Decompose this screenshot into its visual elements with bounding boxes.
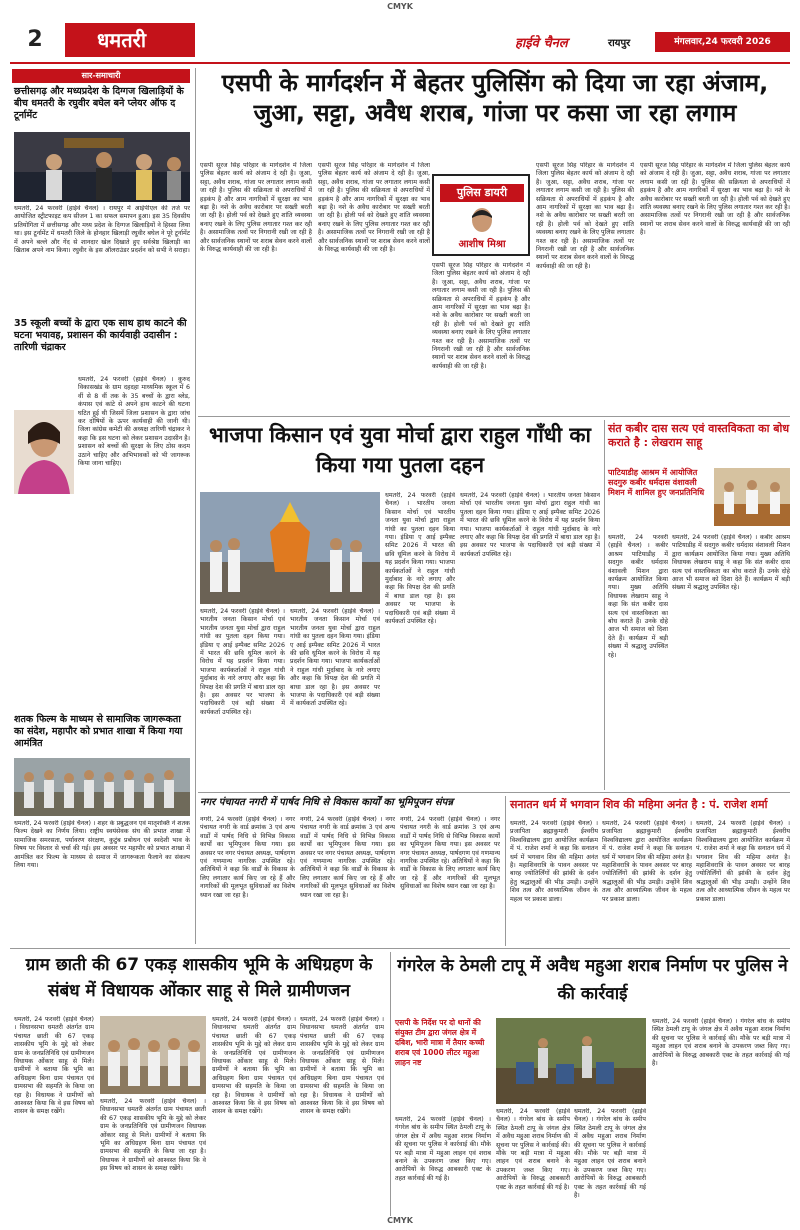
- police-diary-box: [432, 174, 530, 256]
- sidebar-story2-headline: 35 स्कूली बच्चों के द्वारा एक साथ हाथ काटने की घटना भयावह, प्रशासन की कार्यवाही उदासीन : तारिणी चंद्राकर: [14, 318, 187, 353]
- printmark-bottom: [360, 1216, 440, 1228]
- gram-body-col1: धमतरी, 24 फरवरी (हाईवे चैनल) । विधानसभा धमतरी अंतर्गत ग्राम पंचायत छाती की 67 एकड़ शासकीय भूमि के मुद्दे को लेकर ग्राम के जनप्रतिनिधि एवं ग्रामीणजन विधायक ओंकार साहू से मिले। ग्रामीणों ने बताया कि भूमि का अधिग्रहण बिना ग्राम पंचायत एवं ग्रामसभा की सहमति के किया जा रहा है। विधायक ने ग्रामीणों को आश्वस्त किया कि वे इस विषय को शासन के समक्ष रखेंगे।: [14, 1016, 94, 1116]
- sidebar-divider: [195, 68, 196, 944]
- bjym-body-col4: धमतरी, 24 फरवरी (हाईवे चैनल) । भारतीय जनता किसान मोर्चा एवं भारतीय जनता युवा मोर्चा द्वारा राहुल गांधी का पुतला दहन किया गया। इंडिया ए आई इम्पैक्ट समिट 2026 में भारत की छवि धूमिल करने के विरोध में यह प्रदर्शन किया गया। भाजपा कार्यकर्ताओं ने राहुल गांधी मुर्दाबाद के नारे लगाए और कहा कि विपक्ष देश की प्रगति में बाधा डाल रहा है। इस अवसर पर भाजपा के पदाधिकारी एवं बड़ी संख्या में कार्यकर्ता उपस्थित रहे।: [460, 492, 600, 558]
- lead-body-col2: एसपी सूरज सिंह परिहार के मार्गदर्शन में जिला पुलिस बेहतर कार्य को अंजाम दे रही है। जुआ, सट्टा, अवैध शराब, गांजा पर लगातार लगाम कसी जा रही है। पुलिस की सक्रियता से अपराधियों में हड़कंप है और आम नागरिकों में सुरक्षा का भाव बढ़ा है। नशे के अवैध कारोबार पर सख्ती बरती जा रही है। होली पर्व को देखते हुए शांति व्यवस्था बनाए रखने के लिए पुलिस लगातार गश्त कर रही है। असामाजिक तत्वों पर निगरानी रखी जा रही है और सार्वजनिक स्थानों पर शराब सेवन करने वालों के विरुद्ध कार्यवाही की जा रही है।: [318, 162, 430, 254]
- lead-headline: एसपी के मार्गदर्शन में बेहतर पुलिसिंग को दिया जा रहा अंजाम, जुआ, सट्टा, अवैध शराब, गांजा पर कसा जा रहा लगाम: [221, 69, 769, 127]
- header-rule: [10, 62, 790, 64]
- kabir-photo: [714, 468, 790, 526]
- page-number: 2: [27, 27, 43, 52]
- police-diary-label: पुलिस डायरी: [440, 184, 524, 202]
- bjym-headline: भाजपा किसान एवं युवा मोर्चा द्वारा राहुल गाँधी का किया गया पुतला दहन: [209, 423, 591, 477]
- sidebar-story3-photo: [14, 758, 190, 816]
- page-number-box: [10, 20, 60, 60]
- kabir-body-col2: धमतरी, 24 फरवरी (हाईवे चैनल) । कबीर आश्रम पाटियाडीह में सदगुरु कबीर धर्मदास वंशावली मिशन द्वारा कार्यक्रम आयोजित किया गया। मुख्य अतिथि विधायक लेखराम साहू ने कहा कि संत कबीर दास सत्य एवं वास्तविकता का बोध कराते हैं। उनके दोहे आज भी समाज को दिशा देते हैं। कार्यक्रम में बड़ी संख्या में श्रद्धालु उपस्थित रहे।: [672, 534, 790, 592]
- mahua-photo: [496, 1018, 646, 1104]
- sidebar-story3-headline: शतक फिल्म के माध्यम से सामाजिक जागरूकता का संदेश, महापौर को प्रभात शाखा में किया गया आमंत्रित: [14, 714, 183, 749]
- bjym-body-col1: धमतरी, 24 फरवरी (हाईवे चैनल) । भारतीय जनता किसान मोर्चा एवं भारतीय जनता युवा मोर्चा द्वारा राहुल गांधी का पुतला दहन किया गया। इंडिया ए आई इम्पैक्ट समिट 2026 में भारत की छवि धूमिल करने के विरोध में यह प्रदर्शन किया गया। भाजपा कार्यकर्ताओं ने राहुल गांधी मुर्दाबाद के नारे लगाए और कहा कि विपक्ष देश की प्रगति में बाधा डाल रहा है। इस अवसर पर भाजपा के पदाधिकारी एवं बड़ी संख्या में कार्यकर्ता उपस्थित रहे।: [200, 608, 285, 716]
- lead-body-col4: एसपी सूरज सिंह परिहार के मार्गदर्शन में जिला पुलिस बेहतर कार्य को अंजाम दे रही है। जुआ, सट्टा, अवैध शराब, गांजा पर लगातार लगाम कसी जा रही है। पुलिस की सक्रियता से अपराधियों में हड़कंप है और आम नागरिकों में सुरक्षा का भाव बढ़ा है। नशे के अवैध कारोबार पर सख्ती बरती जा रही है। होली पर्व को देखते हुए शांति व्यवस्था बनाए रखने के लिए पुलिस लगातार गश्त कर रही है। असामाजिक तत्वों पर निगरानी रखी जा रही है और सार्वजनिक स्थानों पर शराब सेवन करने वालों के विरुद्ध कार्यवाही की जा रही है।: [536, 162, 634, 270]
- kabir-subhead: पाटियाडीह आश्रम में आयोजित सदगुरु कबीर धर्मदास वंशावली मिशन में शामिल हुए जनप्रतिनिधि: [608, 468, 705, 497]
- gram-headline: ग्राम छाती की 67 एकड़ शासकीय भूमि के अधिग्रहण के संबंध में विधायक ओंकार साहू से मिले ग्रामीणजन: [25, 955, 373, 1001]
- mahua-body-col2: धमतरी, 24 फरवरी (हाईवे चैनल) । गंगरेल बांध के समीप स्थित ठेमली टापू के जंगल क्षेत्र में अवैध महुआ शराब निर्माण की सूचना पर पुलिस ने कार्रवाई की। मौके पर बड़ी मात्रा में महुआ लाहन एवं शराब बनाने के उपकरण जब्त किए गए। आरोपियों के विरुद्ध आबकारी एक्ट के तहत कार्रवाई की गई है।: [496, 1108, 570, 1191]
- columnist-avatar: [464, 206, 500, 236]
- sidebar-label-box: [12, 69, 190, 83]
- nagar-body-col3: नगरी, 24 फरवरी (हाईवे चैनल) । नगर पंचायत नगरी के वार्ड क्रमांक 3 एवं अन्य वार्डों में पार्षद निधि से विभिन्न विकास कार्यों का भूमिपूजन किया गया। इस अवसर पर नगर पंचायत अध्यक्ष, पार्षदगण एवं गणमान्य नागरिक उपस्थित रहे। अतिथियों ने कहा कि वार्डों के विकास के लिए लगातार कार्य किए जा रहे हैं और नागरिकों की मूलभूत सुविधाओं का विशेष ध्यान रखा जा रहा है।: [400, 816, 500, 891]
- sanatan-body-col2: धमतरी, 24 फरवरी (हाईवे चैनल) । प्रजापिता ब्रह्माकुमारी ईश्वरीय विश्वविद्यालय द्वारा आयोजित कार्यक्रम में पं. राजेश शर्मा ने कहा कि सनातन धर्म में भगवान शिव की महिमा अनंत है। महाशिवरात्रि के पावन अवसर पर बारह ज्योतिर्लिंगों की झांकी के दर्शन हेतु श्रद्धालुओं की भीड़ उमड़ी। उन्होंने शिव तत्व और आध्यात्मिक जीवन के महत्व पर प्रकाश डाला।: [602, 820, 692, 903]
- sidebar-label: सार-समाचारी: [81, 71, 121, 80]
- kabir-body-col1: धमतरी, 24 फरवरी (हाईवे चैनल) । कबीर आश्रम पाटियाडीह में सदगुरु कबीर धर्मदास वंशावली मिशन द्वारा कार्यक्रम आयोजित किया गया। मुख्य अतिथि विधायक लेखराम साहू ने कहा कि संत कबीर दास सत्य एवं वास्तविकता का बोध कराते हैं। उनके दोहे आज भी समाज को दिशा देते हैं। कार्यक्रम में बड़ी संख्या में श्रद्धालु उपस्थित रहे।: [608, 534, 668, 659]
- mid-rule: [198, 792, 790, 793]
- nagar-headline: नगर पंचायत नगरी में पार्षद निधि से विकास कार्यों का भूमिपूजन संपन्न: [200, 797, 454, 808]
- sanatan-body-col3: धमतरी, 24 फरवरी (हाईवे चैनल) । प्रजापिता ब्रह्माकुमारी ईश्वरीय विश्वविद्यालय द्वारा आयोजित कार्यक्रम में पं. राजेश शर्मा ने कहा कि सनातन धर्म में भगवान शिव की महिमा अनंत है। महाशिवरात्रि के पावन अवसर पर बारह ज्योतिर्लिंगों की झांकी के दर्शन हेतु श्रद्धालुओं की भीड़ उमड़ी। उन्होंने शिव तत्व और आध्यात्मिक जीवन के महत्व पर प्रकाश डाला।: [696, 820, 790, 903]
- brand-city: रायपुर: [608, 38, 631, 49]
- printmark-text: CMYK: [387, 2, 413, 11]
- gram-body-col4: धमतरी, 24 फरवरी (हाईवे चैनल) । विधानसभा धमतरी अंतर्गत ग्राम पंचायत छाती की 67 एकड़ शासकीय भूमि के मुद्दे को लेकर ग्राम के जनप्रतिनिधि एवं ग्रामीणजन विधायक ओंकार साहू से मिले। ग्रामीणों ने बताया कि भूमि का अधिग्रहण बिना ग्राम पंचायत एवं ग्रामसभा की सहमति के किया जा रहा है। विधायक ने ग्रामीणों को आश्वस्त किया कि वे इस विषय को शासन के समक्ष रखेंगे।: [300, 1016, 384, 1116]
- printmark-bottom-text: CMYK: [387, 1216, 413, 1225]
- kabir-divider: [604, 420, 605, 790]
- lead-body-col1: एसपी सूरज सिंह परिहार के मार्गदर्शन में जिला पुलिस बेहतर कार्य को अंजाम दे रही है। जुआ, सट्टा, अवैध शराब, गांजा पर लगातार लगाम कसी जा रही है। पुलिस की सक्रियता से अपराधियों में हड़कंप है और आम नागरिकों में सुरक्षा का भाव बढ़ा है। नशे के अवैध कारोबार पर सख्ती बरती जा रही है। होली पर्व को देखते हुए शांति व्यवस्था बनाए रखने के लिए पुलिस लगातार गश्त कर रही है। असामाजिक तत्वों पर निगरानी रखी जा रही है और सार्वजनिक स्थानों पर शराब सेवन करने वालों के विरुद्ध कार्यवाही की जा रही है।: [200, 162, 312, 254]
- gram-body-col2: धमतरी, 24 फरवरी (हाईवे चैनल) । विधानसभा धमतरी अंतर्गत ग्राम पंचायत छाती की 67 एकड़ शासकीय भूमि के मुद्दे को लेकर ग्राम के जनप्रतिनिधि एवं ग्रामीणजन विधायक ओंकार साहू से मिले। ग्रामीणों ने बताया कि भूमि का अधिग्रहण बिना ग्राम पंचायत एवं ग्रामसभा की सहमति के किया जा रहा है। विधायक ने ग्रामीणों को आश्वस्त किया कि वे इस विषय को शासन के समक्ष रखेंगे।: [100, 1098, 206, 1173]
- lead-body-col3: एसपी सूरज सिंह परिहार के मार्गदर्शन में जिला पुलिस बेहतर कार्य को अंजाम दे रही है। जुआ, सट्टा, अवैध शराब, गांजा पर लगातार लगाम कसी जा रही है। पुलिस की सक्रियता से अपराधियों में हड़कंप है और आम नागरिकों में सुरक्षा का भाव बढ़ा है। नशे के अवैध कारोबार पर सख्ती बरती जा रही है। होली पर्व को देखते हुए शांति व्यवस्था बनाए रखने के लिए पुलिस लगातार गश्त कर रही है। असामाजिक तत्वों पर निगरानी रखी जा रही है और सार्वजनिक स्थानों पर शराब सेवन करने वालों के विरुद्ध कार्यवाही की जा रही है।: [432, 262, 530, 370]
- printmark-top: [360, 2, 440, 14]
- gram-photo: [100, 1016, 206, 1094]
- lead-bottom-rule: [198, 416, 790, 417]
- mahua-pullquote: एसपी के निर्देश पर दो थानों की संयुक्त टीम द्वारा जंगल क्षेत्र में दबिश, भारी मात्रा में तैयार कच्ची शराब एवं 1000 लीटर महुआ लाहन नष्ट: [395, 1018, 485, 1067]
- mahua-headline: गंगरेल के ठेमली टापू में अवैध महुआ शराब निर्माण पर पुलिस ने की कार्रवाई: [397, 956, 788, 1004]
- nagar-body-col2: नगरी, 24 फरवरी (हाईवे चैनल) । नगर पंचायत नगरी के वार्ड क्रमांक 3 एवं अन्य वार्डों में पार्षद निधि से विभिन्न विकास कार्यों का भूमिपूजन किया गया। इस अवसर पर नगर पंचायत अध्यक्ष, पार्षदगण एवं गणमान्य नागरिक उपस्थित रहे। अतिथियों ने कहा कि वार्डों के विकास के लिए लगातार कार्य किए जा रहे हैं और नागरिकों की मूलभूत सुविधाओं का विशेष ध्यान रखा जा रहा है।: [300, 816, 395, 899]
- sidebar-story1-body: धमतरी, 24 फरवरी (हाईवे चैनल) । रायपुर में आईपीएल की तर्ज पर आयोजित स्ट्रीटफाइट कप सीजन 1 का सफल समापन हुआ। इस 35 दिवसीय प्रतियोगिता में छत्तीसगढ़ और मध्य प्रदेश के दिग्गज खिलाड़ियों ने हिस्सा लिया था। इस टूर्नामेंट में धमतरी जिले के होनहार खिलाड़ी रघुवीर बघेल ने पूरे टूर्नामेंट में अपने बल्ले और गेंद से शानदार खेल दिखाते हुए सर्वश्रेष्ठ खिलाड़ी का खिताब अपने नाम किया। रघुवीर के इस ऑलराउंडर प्रदर्शन को सभी ने सराहा।: [14, 205, 190, 255]
- bjym-photo: [200, 492, 380, 604]
- lead-body-col5: एसपी सूरज सिंह परिहार के मार्गदर्शन में जिला पुलिस बेहतर कार्य को अंजाम दे रही है। जुआ, सट्टा, अवैध शराब, गांजा पर लगातार लगाम कसी जा रही है। पुलिस की सक्रियता से अपराधियों में हड़कंप है और आम नागरिकों में सुरक्षा का भाव बढ़ा है। नशे के अवैध कारोबार पर सख्ती बरती जा रही है। होली पर्व को देखते हुए शांति व्यवस्था बनाए रखने के लिए पुलिस लगातार गश्त कर रही है। असामाजिक तत्वों पर निगरानी रखी जा रही है और सार्वजनिक स्थानों पर शराब सेवन करने वालों के विरुद्ध कार्यवाही की जा रही है।: [640, 162, 790, 237]
- nagar-body-col1: नगरी, 24 फरवरी (हाईवे चैनल) । नगर पंचायत नगरी के वार्ड क्रमांक 3 एवं अन्य वार्डों में पार्षद निधि से विभिन्न विकास कार्यों का भूमिपूजन किया गया। इस अवसर पर नगर पंचायत अध्यक्ष, पार्षदगण एवं गणमान्य नागरिक उपस्थित रहे। अतिथियों ने कहा कि वार्डों के विकास के लिए लगातार कार्य किए जा रहे हैं और नागरिकों की मूलभूत सुविधाओं का विशेष ध्यान रखा जा रहा है।: [200, 816, 295, 899]
- sidebar-story2-body-a: धमतरी, 24 फरवरी (हाईवे चैनल) । कुरुद विकासखंड के ग्राम दहदहा माध्यमिक स्कूल में 6 वीं से 8 वीं तक के 35 बच्चों के द्वारा ब्लेड, कंपास एवं कांटे से अपने हाथ काटने की घटना घटित हुई थी जिसमें जिला प्रशासन के द्वारा जांच कर दोषियों के ऊपर कार्यवाही की जानी थी। जिला कांग्रेस कमेटी की अध्यक्ष तारिणी चंद्राकर ने कहा कि इस घटना को लेकर प्रशासन उदासीन है। प्रशासन को बच्चों की सुरक्षा के लिए ठोस कदम उठाने चाहिए और अभिभावकों को भी जागरूक किया जाना चाहिए।: [78, 376, 190, 468]
- sidebar-story3-body: धमतरी, 24 फरवरी (हाईवे चैनल) । शहर के प्रबुद्धजन एवं मातृशक्ति ने शतक फिल्म देखने का निर्णय लिया। राष्ट्रीय स्वयंसेवक संघ की प्रभात शाखा में सामाजिक समरसता, पर्यावरण संरक्षण, कुटुंब प्रबोधन एवं स्वदेशी भाव के विषय पर विस्तार से चर्चा की गई। इस अवसर पर महापौर को प्रभात शाखा में आमंत्रित कर फिल्म के माध्यम से समाज में जागरूकता फैलाने का संकल्प लिया गया।: [14, 820, 190, 870]
- sidebar-story2-portrait: [14, 410, 74, 494]
- sanatan-body-col1: धमतरी, 24 फरवरी (हाईवे चैनल) । प्रजापिता ब्रह्माकुमारी ईश्वरीय विश्वविद्यालय द्वारा आयोजित कार्यक्रम में पं. राजेश शर्मा ने कहा कि सनातन धर्म में भगवान शिव की महिमा अनंत है। महाशिवरात्रि के पावन अवसर पर बारह ज्योतिर्लिंगों की झांकी के दर्शन हेतु श्रद्धालुओं की भीड़ उमड़ी। उन्होंने शिव तत्व और आध्यात्मिक जीवन के महत्व पर प्रकाश डाला।: [510, 820, 598, 903]
- section-title: धमतरी: [97, 28, 147, 52]
- kabir-headline: संत कबीर दास सत्य एवं वास्तविकता का बोध कराते है : लेखराम साहू: [608, 422, 790, 449]
- section-banner: [65, 23, 195, 57]
- gram-body-col3: धमतरी, 24 फरवरी (हाईवे चैनल) । विधानसभा धमतरी अंतर्गत ग्राम पंचायत छाती की 67 एकड़ शासकीय भूमि के मुद्दे को लेकर ग्राम के जनप्रतिनिधि एवं ग्रामीणजन विधायक ओंकार साहू से मिले। ग्रामीणों ने बताया कि भूमि का अधिग्रहण बिना ग्राम पंचायत एवं ग्रामसभा की सहमति के किया जा रहा है। विधायक ने ग्रामीणों को आश्वस्त किया कि वे इस विषय को शासन के समक्ष रखेंगे।: [212, 1016, 296, 1116]
- brand-name: हाईवे चैनल: [515, 36, 568, 51]
- masthead-right: [515, 32, 790, 54]
- page-header: [10, 20, 790, 60]
- mahua-body-col3: धमतरी, 24 फरवरी (हाईवे चैनल) । गंगरेल बांध के समीप स्थित ठेमली टापू के जंगल क्षेत्र में अवैध महुआ शराब निर्माण की सूचना पर पुलिस ने कार्रवाई की। मौके पर बड़ी मात्रा में महुआ लाहन एवं शराब बनाने के उपकरण जब्त किए गए। आरोपियों के विरुद्ध आबकारी एक्ट के तहत कार्रवाई की गई है।: [574, 1108, 646, 1200]
- columnist-name: आशीष मिश्रा: [458, 239, 506, 250]
- bjym-body-col3: धमतरी, 24 फरवरी (हाईवे चैनल) । भारतीय जनता किसान मोर्चा एवं भारतीय जनता युवा मोर्चा द्वारा राहुल गांधी का पुतला दहन किया गया। इंडिया ए आई इम्पैक्ट समिट 2026 में भारत की छवि धूमिल करने के विरोध में यह प्रदर्शन किया गया। भाजपा कार्यकर्ताओं ने राहुल गांधी मुर्दाबाद के नारे लगाए और कहा कि विपक्ष देश की प्रगति में बाधा डाल रहा है। इस अवसर पर भाजपा के पदाधिकारी एवं बड़ी संख्या में कार्यकर्ता उपस्थित रहे।: [385, 492, 455, 626]
- edition-date: मंगलवार,24 फरवरी 2026: [655, 32, 790, 52]
- bjym-body-col2: धमतरी, 24 फरवरी (हाईवे चैनल) । भारतीय जनता किसान मोर्चा एवं भारतीय जनता युवा मोर्चा द्वारा राहुल गांधी का पुतला दहन किया गया। इंडिया ए आई इम्पैक्ट समिट 2026 में भारत की छवि धूमिल करने के विरोध में यह प्रदर्शन किया गया। भाजपा कार्यकर्ताओं ने राहुल गांधी मुर्दाबाद के नारे लगाए और कहा कि विपक्ष देश की प्रगति में बाधा डाल रहा है। इस अवसर पर भाजपा के पदाधिकारी एवं बड़ी संख्या में कार्यकर्ता उपस्थित रहे।: [290, 608, 380, 708]
- sidebar-story1-headline: छत्तीसगढ़ और मध्यप्रदेश के दिग्गज खिलाड़ियों के बीच धमतरी के रघुवीर बघेल बने प्लेयर ऑफ द टूर्नामेंट: [14, 86, 184, 121]
- mahua-divider: [390, 952, 391, 1216]
- bottom-section-rule: [10, 948, 790, 949]
- sanatan-divider: [505, 796, 506, 946]
- mahua-body-col4: धमतरी, 24 फरवरी (हाईवे चैनल) । गंगरेल बांध के समीप स्थित ठेमली टापू के जंगल क्षेत्र में अवैध महुआ शराब निर्माण की सूचना पर पुलिस ने कार्रवाई की। मौके पर बड़ी मात्रा में महुआ लाहन एवं शराब बनाने के उपकरण जब्त किए गए। आरोपियों के विरुद्ध आबकारी एक्ट के तहत कार्रवाई की गई है।: [652, 1018, 790, 1068]
- sanatan-headline: सनातन धर्म में भगवान शिव की महिमा अनंत है : पं. राजेश शर्मा: [510, 798, 768, 811]
- sidebar-story1-photo: [14, 132, 190, 202]
- mahua-body-col1: धमतरी, 24 फरवरी (हाईवे चैनल) । गंगरेल बांध के समीप स्थित ठेमली टापू के जंगल क्षेत्र में अवैध महुआ शराब निर्माण की सूचना पर पुलिस ने कार्रवाई की। मौके पर बड़ी मात्रा में महुआ लाहन एवं शराब बनाने के उपकरण जब्त किए गए। आरोपियों के विरुद्ध आबकारी एक्ट के तहत कार्रवाई की गई है।: [395, 1116, 491, 1182]
